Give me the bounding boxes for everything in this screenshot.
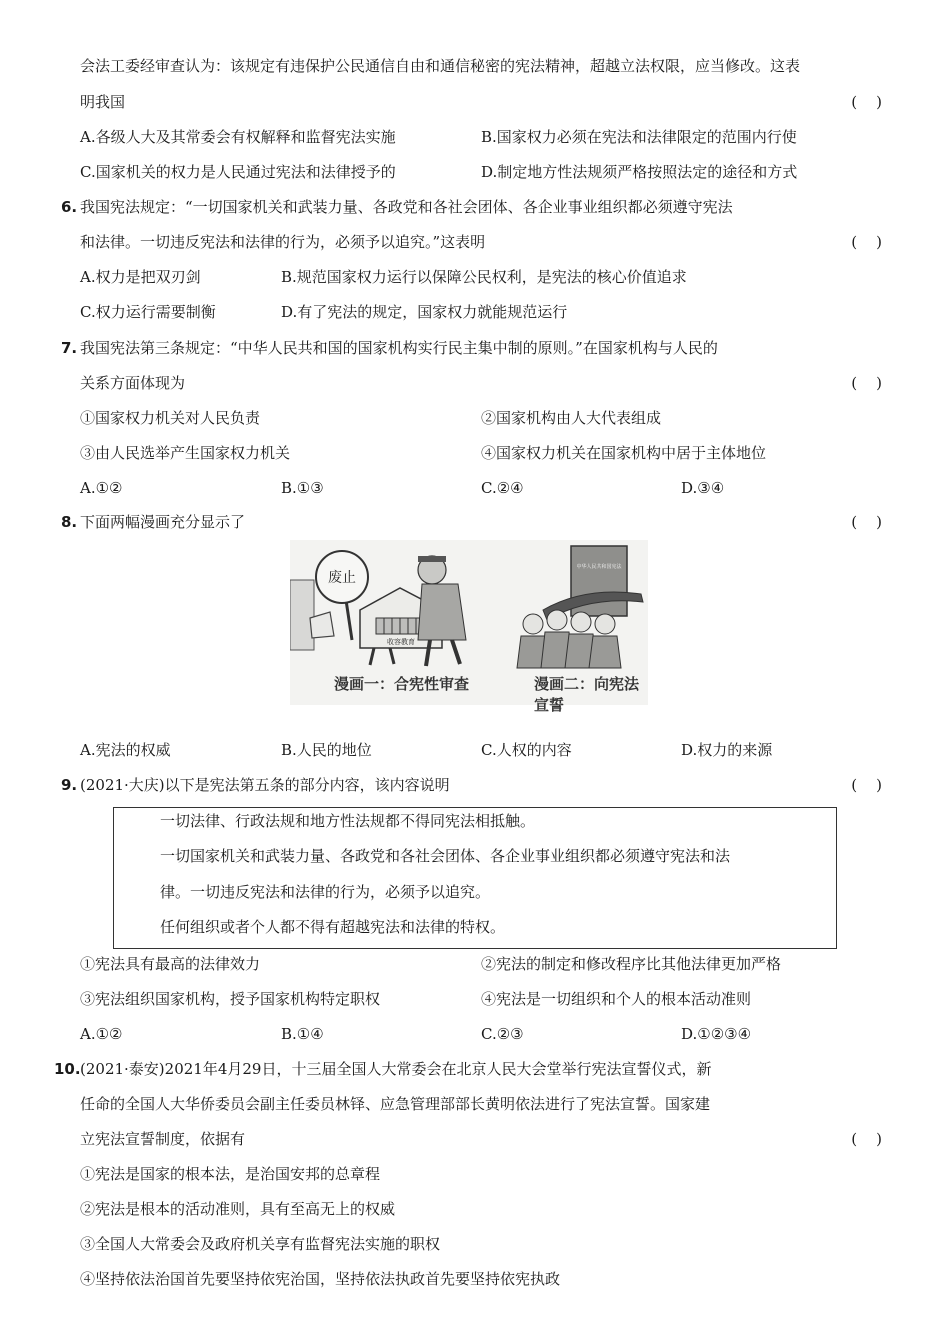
- house-label-text: 收容教育: [387, 639, 415, 646]
- q5-option-a[interactable]: A.各级人大及其常委会有权解释和监督宪法实施: [80, 128, 396, 146]
- q7-item-3: ③由人民选举产生国家权力机关: [80, 444, 291, 462]
- q9-item-3: ③宪法组织国家机构，授予国家机构特定职权: [80, 990, 381, 1008]
- q7-item-2: ②国家机构由人大代表组成: [481, 409, 662, 427]
- comic-two-illustration: [515, 540, 655, 670]
- excerpt-line-2: 一切国家机关和武装力量、各政党和各社会团体、各企业事业组织都必须遵守宪法和法: [160, 847, 731, 865]
- excerpt-line-4: 任何组织或者个人都不得有超越宪法和法律的特权。: [160, 918, 506, 936]
- q7-option-c[interactable]: C.②④: [481, 479, 524, 497]
- q6-option-d[interactable]: D.有了宪法的规定，国家权力就能规范运行: [281, 303, 568, 321]
- q9-option-b[interactable]: B.①④: [281, 1025, 324, 1043]
- q10-item-3: ③全国人大常委会及政府机关享有监督宪法实施的职权: [80, 1235, 441, 1253]
- comic-one-caption: 漫画一：合宪性审查: [334, 675, 470, 693]
- constitution-book-text: 中华人民共和国宪法: [576, 564, 622, 570]
- q6-number: 6.: [61, 198, 78, 216]
- q7-option-b[interactable]: B.①③: [281, 479, 324, 497]
- q9-answer-blank[interactable]: ( ): [851, 776, 882, 794]
- q10-item-4: ④坚持依法治国首先要坚持依宪治国，坚持依法执政首先要坚持依宪执政: [80, 1270, 561, 1288]
- q5-stem-line1: 会法工委经审查认为：该规定有违保护公民通信自由和通信秘密的宪法精神，超越立法权限，应当修改。这表: [80, 57, 801, 75]
- q6-option-c[interactable]: C.权力运行需要制衡: [80, 303, 216, 321]
- q7-stem-line1: 我国宪法第三条规定：“中华人民共和国的国家机构实行民主集中制的原则。”在国家机构与人民的: [80, 339, 718, 357]
- q9-number: 9.: [61, 776, 78, 794]
- q10-stem-line1: (2021·泰安)2021年4月29日，十三届全国人大常委会在北京人民大会堂举行宪法宣誓仪式，新: [80, 1060, 712, 1078]
- q9-option-c[interactable]: C.②③: [481, 1025, 524, 1043]
- q7-number: 7.: [61, 339, 78, 357]
- q8-stem-line1: 下面两幅漫画充分显示了: [80, 513, 246, 531]
- comic-one-illustration: [290, 540, 490, 670]
- q9-item-2: ②宪法的制定和修改程序比其他法律更加严格: [481, 955, 782, 973]
- q8-option-c[interactable]: C.人权的内容: [481, 741, 572, 759]
- q9-option-d[interactable]: D.①②③④: [681, 1025, 752, 1043]
- q6-option-a[interactable]: A.权力是把双刃剑: [80, 268, 201, 286]
- q5-stem-line2: 明我国: [80, 93, 126, 111]
- q8-option-a[interactable]: A.宪法的权威: [80, 741, 171, 759]
- q5-answer-blank[interactable]: ( ): [851, 93, 882, 111]
- q6-stem-line1: 我国宪法规定：“一切国家机关和武装力量、各政党和各社会团体、各企业事业组织都必须遵守宪法: [80, 198, 733, 216]
- q7-option-d[interactable]: D.③④: [681, 479, 725, 497]
- q8-answer-blank[interactable]: ( ): [851, 513, 882, 531]
- q9-item-1: ①宪法具有最高的法律效力: [80, 955, 261, 973]
- excerpt-line-3: 律。一切违反宪法和法律的行为，必须予以追究。: [160, 883, 491, 901]
- q8-option-d[interactable]: D.权力的来源: [681, 741, 773, 759]
- q7-item-1: ①国家权力机关对人民负责: [80, 409, 261, 427]
- q9-option-a[interactable]: A.①②: [80, 1025, 123, 1043]
- q5-option-d[interactable]: D.制定地方性法规须严格按照法定的途径和方式: [481, 163, 798, 181]
- comics-figure: [290, 540, 648, 714]
- q9-item-4: ④宪法是一切组织和个人的根本活动准则: [481, 990, 752, 1008]
- q6-option-b[interactable]: B.规范国家权力运行以保障公民权利，是宪法的核心价值追求: [281, 268, 687, 286]
- q5-option-c[interactable]: C.国家机关的权力是人民通过宪法和法律授予的: [80, 163, 396, 181]
- q10-answer-blank[interactable]: ( ): [851, 1130, 882, 1148]
- excerpt-line-1: 一切法律、行政法规和地方性法规都不得同宪法相抵触。: [160, 812, 536, 830]
- q7-option-a[interactable]: A.①②: [80, 479, 123, 497]
- q9-stem-line1: (2021·大庆)以下是宪法第五条的部分内容，该内容说明: [80, 776, 450, 794]
- q6-answer-blank[interactable]: ( ): [851, 233, 882, 251]
- q10-number: 10.: [54, 1060, 81, 1078]
- q7-answer-blank[interactable]: ( ): [851, 374, 882, 392]
- q10-stem-line3: 立宪法宣誓制度，依据有: [80, 1130, 246, 1148]
- q10-item-2: ②宪法是根本的活动准则，具有至高无上的权威: [80, 1200, 396, 1218]
- q5-option-b[interactable]: B.国家权力必须在宪法和法律限定的范围内行使: [481, 128, 797, 146]
- q8-number: 8.: [61, 513, 78, 531]
- q7-stem-line2: 关系方面体现为: [80, 374, 186, 392]
- q7-item-4: ④国家权力机关在国家机构中居于主体地位: [481, 444, 767, 462]
- q6-stem-line2: 和法律。一切违反宪法和法律的行为，必须予以追究。”这表明: [80, 233, 486, 251]
- abolish-sign-text: 废止: [328, 569, 356, 585]
- q8-option-b[interactable]: B.人民的地位: [281, 741, 372, 759]
- q10-item-1: ①宪法是国家的根本法，是治国安邦的总章程: [80, 1165, 381, 1183]
- q10-stem-line2: 任命的全国人大华侨委员会副主任委员林铎、应急管理部部长黄明依法进行了宪法宣誓。国家建: [80, 1095, 711, 1113]
- comic-two-caption: 漫画二：向宪法宣誓: [534, 675, 640, 714]
